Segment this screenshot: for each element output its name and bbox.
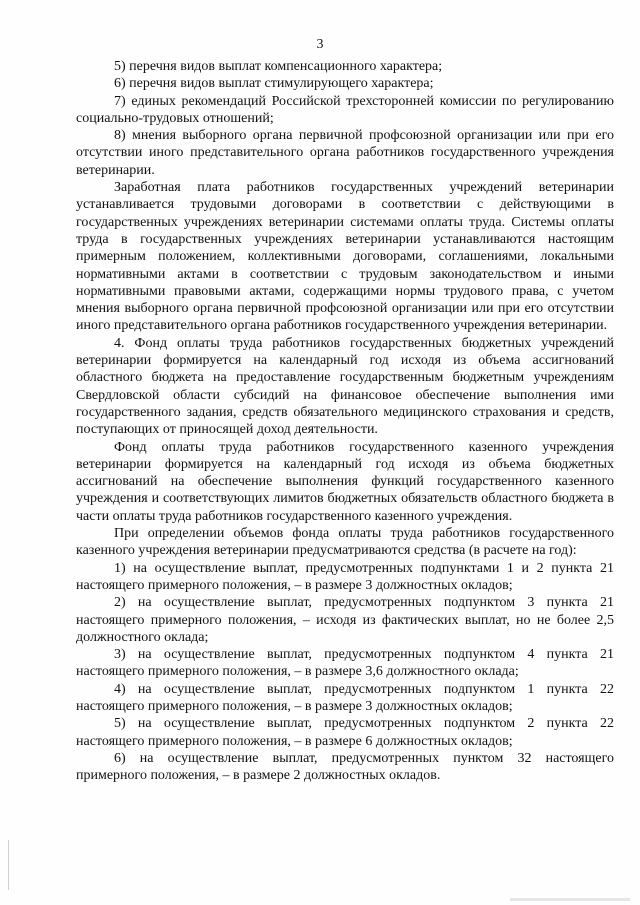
- paragraph: Фонд оплаты труда работников государственного казенного учреждения ветеринарии формируется на календарный год исходя из объема бюджетных ассигнований на обеспечение выполнения функций государственного казенного учреждения и соответствующих лимитов бюджетных обязательств областного бюджета в части оплаты труда работников государственного казенного учреждения.: [76, 439, 614, 524]
- list-item: 8) мнения выборного органа первичной профсоюзной организации или при его отсутствии иного представительного органа работников государственного учреждения ветеринарии.: [76, 128, 614, 178]
- scan-bottom-mark: [510, 898, 630, 901]
- paragraph: 4. Фонд оплаты труда работников государственных бюджетных учреждений ветеринарии формируется на календарный год исходя из объема ассигнований областного бюджета на предоставление государственным бюджетным учреждениям Свердловской области субсидий на финансовое обеспечение выполнения ими государственного задания, средств обязательного медицинского страхования и средств, поступающих от приносящей доход деятельности.: [76, 335, 614, 438]
- document-body: [76, 58, 614, 784]
- list-item: 2) на осуществление выплат, предусмотренных подпунктом 3 пункта 21 настоящего примерного положения, – исходя из фактических выплат, но не более 2,5 должностного оклада;: [76, 595, 614, 645]
- list-item: 4) на осуществление выплат, предусмотренных подпунктом 1 пункта 22 настоящего примерного положения, – в размере 3 должностных окладов;: [76, 681, 614, 714]
- list-item: 6) перечня видов выплат стимулирующего характера;: [114, 76, 434, 92]
- paragraph: При определении объемов фонда оплаты труда работников государственного казенного учреждения ветеринарии предусматриваются средства (в расчете на год):: [76, 526, 614, 559]
- list-item: 3) на осуществление выплат, предусмотренных подпунктом 4 пункта 21 настоящего примерного положения, – в размере 3,6 должностного оклада;: [76, 647, 614, 680]
- paragraph: Заработная плата работников государственных учреждений ветеринарии устанавливается трудовыми договорами в соответствии с действующими в государственных учреждениях ветеринарии системами оплаты труда. Системы оплаты труда в государственных учреждениях ветеринарии устанавливаются настоящим примерным положением, коллективными договорами, соглашениями, локальными нормативными актами в соответствии с трудовым законодательством и иными нормативными правовыми актами, содержащими нормы трудового права, с учетом мнения выборного органа первичной профсоюзной организации или при его отсутствии иного представительного органа работников государственного учреждения ветеринарии.: [76, 180, 614, 334]
- scan-edge-mark: [8, 840, 9, 890]
- list-item: 7) единых рекомендаций Российской трехсторонней комиссии по регулированию социально-трудовых отношений;: [76, 93, 614, 126]
- list-item: 5) на осуществление выплат, предусмотренных подпунктом 2 пункта 22 настоящего примерного положения, – в размере 6 должностных окладов;: [76, 716, 614, 749]
- page-number: 3: [316, 37, 324, 52]
- list-item: 5) перечня видов выплат компенсационного характера;: [114, 59, 443, 74]
- list-item: 6) на осуществление выплат, предусмотренных пунктом 32 настоящего примерного положения, – в размере 2 должностных окладов.: [76, 750, 614, 784]
- list-item: 1) на осуществление выплат, предусмотренных подпунктами 1 и 2 пункта 21 настоящего примерного положения, – в размере 3 должностных окладов;: [76, 560, 614, 593]
